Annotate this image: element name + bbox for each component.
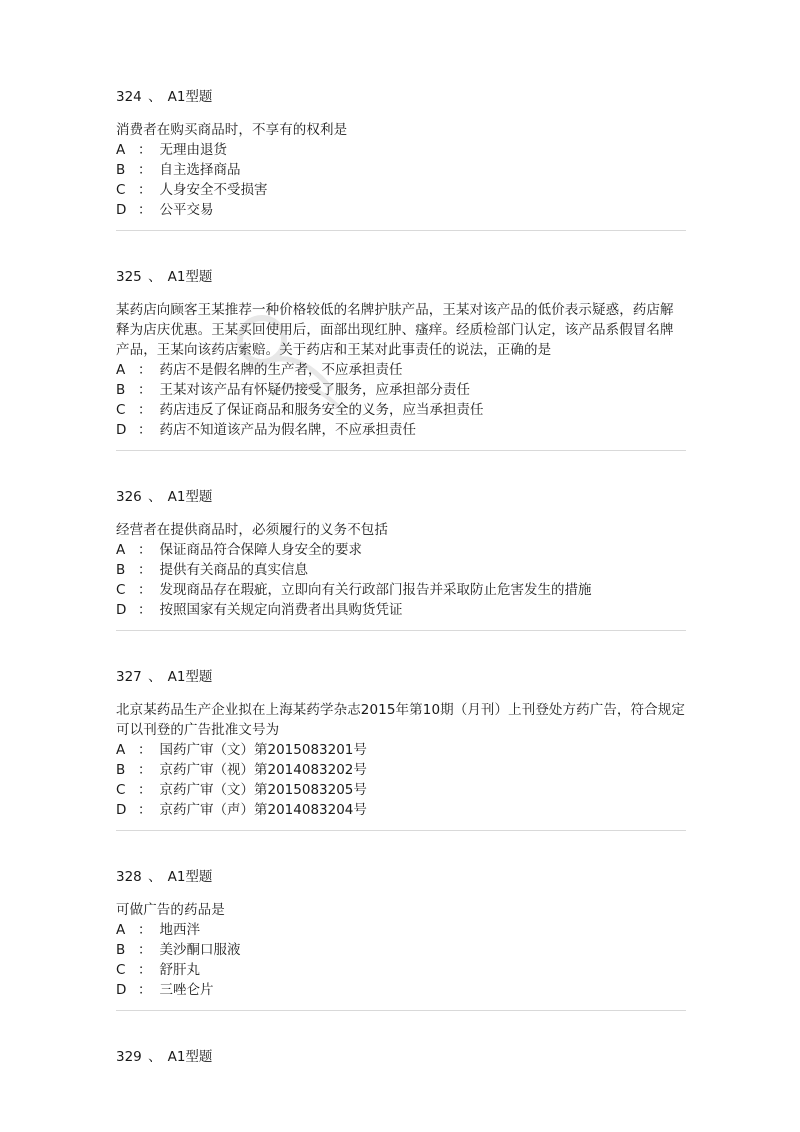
option-colon: ： xyxy=(138,542,152,558)
option-key: A xyxy=(116,542,126,558)
option-key: B xyxy=(116,162,126,178)
option-text: 药店违反了保证商品和服务安全的义务，应当承担责任 xyxy=(159,402,484,418)
option-text: 京药广审（文）第2015083205号 xyxy=(159,782,367,798)
question-type: A1型题 xyxy=(167,489,213,505)
question-divider xyxy=(116,830,686,831)
option-colon: ： xyxy=(138,742,152,758)
question-328 xyxy=(116,867,686,1000)
option-key: C xyxy=(116,962,126,978)
option-key: C xyxy=(116,782,126,798)
question-stem: 消费者在购买商品时，不享有的权利是 xyxy=(116,122,348,138)
option-d xyxy=(116,420,686,440)
option-colon: ： xyxy=(138,762,152,778)
option-key: B xyxy=(116,562,126,578)
question-header xyxy=(116,87,686,107)
option-key: C xyxy=(116,182,126,198)
question-329 xyxy=(116,1047,686,1067)
question-type: A1型题 xyxy=(167,1049,213,1065)
option-d xyxy=(116,980,686,1000)
option-a xyxy=(116,540,686,560)
question-separator: 、 xyxy=(148,1049,162,1065)
option-key: D xyxy=(116,602,127,618)
option-text: 药店不是假名牌的生产者，不应承担责任 xyxy=(159,362,403,378)
question-stem: 可做广告的药品是 xyxy=(116,902,225,918)
question-header xyxy=(116,267,686,287)
question-header xyxy=(116,1047,686,1067)
option-text: 发现商品存在瑕疵，立即向有关行政部门报告并采取防止危害发生的措施 xyxy=(159,582,592,598)
question-325 xyxy=(116,267,686,440)
option-colon: ： xyxy=(138,922,152,938)
option-d xyxy=(116,200,686,220)
option-colon: ： xyxy=(138,602,152,618)
question-type: A1型题 xyxy=(167,89,213,105)
option-a xyxy=(116,740,686,760)
question-separator: 、 xyxy=(148,869,162,885)
option-colon: ： xyxy=(138,382,152,398)
option-colon: ： xyxy=(138,782,152,798)
option-c xyxy=(116,180,686,200)
option-b xyxy=(116,940,686,960)
option-text: 地西泮 xyxy=(159,922,200,938)
option-text: 药店不知道该产品为假名牌，不应承担责任 xyxy=(159,422,416,438)
option-colon: ： xyxy=(138,362,152,378)
question-stem: 北京某药品生产企业拟在上海某药学杂志2015年第10期（月刊）上刊登处方药广告，符合规定可以刊登的广告批准文号为 xyxy=(116,702,685,738)
option-b xyxy=(116,380,686,400)
option-text: 提供有关商品的真实信息 xyxy=(159,562,308,578)
option-key: C xyxy=(116,402,126,418)
option-text: 王某对该产品有怀疑仍接受了服务，应承担部分责任 xyxy=(159,382,470,398)
option-colon: ： xyxy=(138,942,152,958)
option-colon: ： xyxy=(138,142,152,158)
option-a xyxy=(116,140,686,160)
question-divider xyxy=(116,1010,686,1011)
option-colon: ： xyxy=(138,562,152,578)
question-stem: 某药店向顾客王某推荐一种价格较低的名牌护肤产品，王某对该产品的低价表示疑惑，药店解释为店庆优惠。王某买回使用后，面部出现红肿、瘙痒。经质检部门认定，该产品系假冒名牌产品，王某向该药店索赔。关于药店和王某对此事责任的说法，正确的是 xyxy=(116,302,674,358)
option-b xyxy=(116,560,686,580)
option-d xyxy=(116,600,686,620)
option-a xyxy=(116,360,686,380)
option-key: D xyxy=(116,982,127,998)
question-divider xyxy=(116,630,686,631)
option-a xyxy=(116,920,686,940)
option-colon: ： xyxy=(138,962,152,978)
question-separator: 、 xyxy=(148,669,162,685)
option-b xyxy=(116,760,686,780)
option-text: 公平交易 xyxy=(159,202,214,218)
question-number: 327 xyxy=(116,669,142,685)
option-text: 自主选择商品 xyxy=(159,162,241,178)
option-c xyxy=(116,580,686,600)
option-b xyxy=(116,160,686,180)
question-number: 329 xyxy=(116,1049,142,1065)
option-key: A xyxy=(116,142,126,158)
option-c xyxy=(116,780,686,800)
option-text: 保证商品符合保障人身安全的要求 xyxy=(159,542,362,558)
option-text: 美沙酮口服液 xyxy=(159,942,241,958)
question-separator: 、 xyxy=(148,269,162,285)
question-header xyxy=(116,667,686,687)
question-separator: 、 xyxy=(148,89,162,105)
option-text: 舒肝丸 xyxy=(159,962,200,978)
option-colon: ： xyxy=(138,982,152,998)
option-key: B xyxy=(116,382,126,398)
question-header xyxy=(116,487,686,507)
question-divider xyxy=(116,450,686,451)
option-colon: ： xyxy=(138,162,152,178)
option-text: 无理由退货 xyxy=(159,142,227,158)
option-text: 国药广审（文）第2015083201号 xyxy=(159,742,367,758)
question-number: 324 xyxy=(116,89,142,105)
option-key: A xyxy=(116,742,126,758)
question-separator: 、 xyxy=(148,489,162,505)
option-d xyxy=(116,800,686,820)
question-type: A1型题 xyxy=(167,869,213,885)
question-326 xyxy=(116,487,686,620)
option-text: 京药广审（声）第2014083204号 xyxy=(159,802,367,818)
question-327 xyxy=(116,667,686,820)
option-text: 三唑仑片 xyxy=(159,982,214,998)
option-key: A xyxy=(116,362,126,378)
option-c xyxy=(116,960,686,980)
option-text: 人身安全不受损害 xyxy=(159,182,268,198)
question-number: 325 xyxy=(116,269,142,285)
option-key: D xyxy=(116,202,127,218)
question-type: A1型题 xyxy=(167,269,213,285)
option-key: D xyxy=(116,422,127,438)
option-key: D xyxy=(116,802,127,818)
option-colon: ： xyxy=(138,202,152,218)
option-colon: ： xyxy=(138,422,152,438)
option-colon: ： xyxy=(138,402,152,418)
question-divider xyxy=(116,230,686,231)
option-key: B xyxy=(116,942,126,958)
option-c xyxy=(116,400,686,420)
option-text: 京药广审（视）第2014083202号 xyxy=(159,762,367,778)
question-number: 328 xyxy=(116,869,142,885)
option-colon: ： xyxy=(138,582,152,598)
option-key: C xyxy=(116,582,126,598)
question-stem: 经营者在提供商品时，必须履行的义务不包括 xyxy=(116,522,388,538)
option-key: A xyxy=(116,922,126,938)
option-text: 按照国家有关规定向消费者出具购货凭证 xyxy=(159,602,403,618)
question-type: A1型题 xyxy=(167,669,213,685)
option-colon: ： xyxy=(138,802,152,818)
option-colon: ： xyxy=(138,182,152,198)
question-number: 326 xyxy=(116,489,142,505)
option-key: B xyxy=(116,762,126,778)
question-324 xyxy=(116,87,686,220)
question-header xyxy=(116,867,686,887)
